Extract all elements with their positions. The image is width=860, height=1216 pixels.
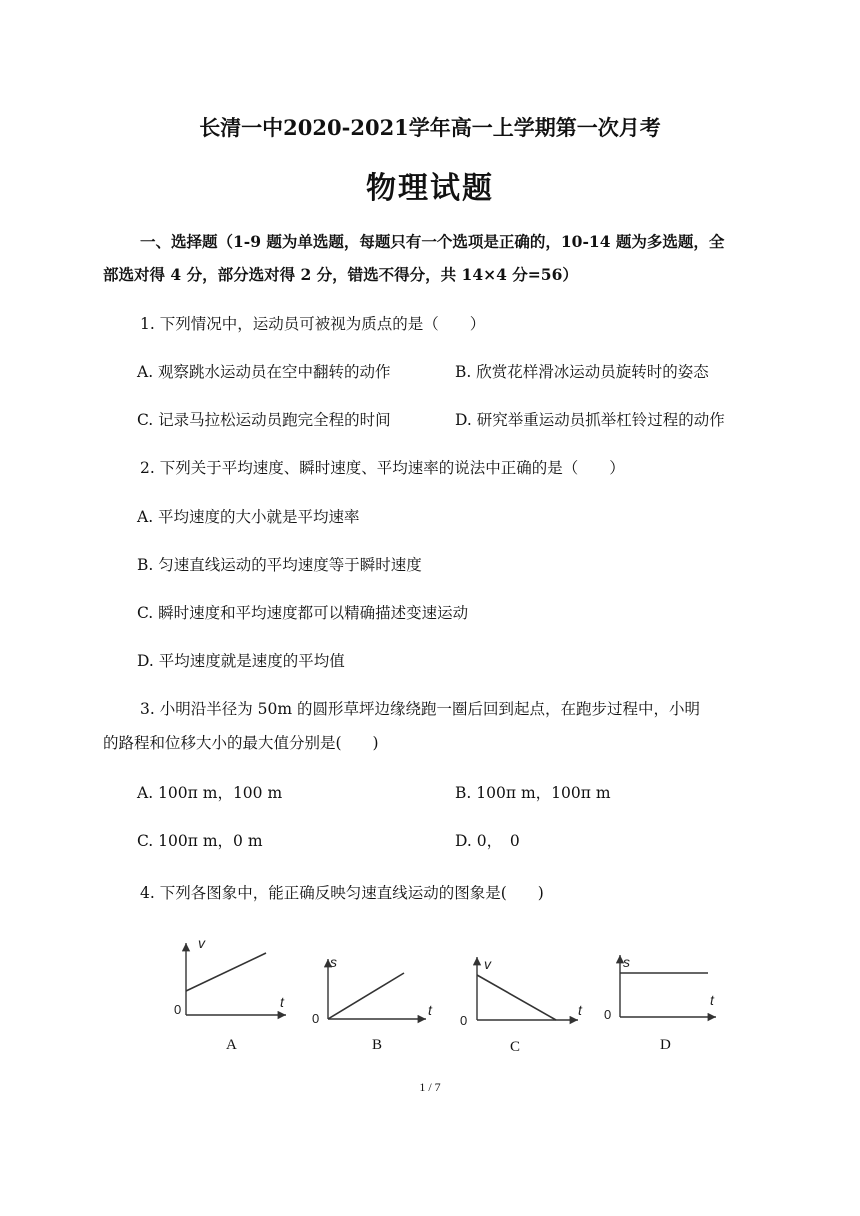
graph-c-caption: C	[510, 1039, 521, 1055]
graph-c-figure	[460, 935, 610, 1055]
q1-stem: 1. 下列情况中，运动员可被视为质点的是（ ）	[140, 315, 486, 333]
q2-option-d: D. 平均速度就是速度的平均值	[137, 652, 345, 670]
q2-option-c: C. 瞬时速度和平均速度都可以精确描述变速运动	[137, 604, 469, 622]
graph-c-y-label: v	[484, 956, 491, 972]
q2-option-a: A. 平均速度的大小就是平均速率	[137, 508, 360, 526]
graph-d-y-label: s	[623, 954, 630, 970]
q3-option-a: A. 100π m，100 m	[137, 784, 283, 802]
q1-option-c: C. 记录马拉松运动员跑完全程的时间	[137, 411, 391, 429]
graph-a-figure	[170, 935, 320, 1055]
graph-a	[170, 935, 320, 1055]
section-heading-line1: 一、选择题（1-9 题为单选题，每题只有一个选项是正确的，10-14 题为多选题，全	[140, 232, 725, 251]
q3-option-c: C. 100π m，0 m	[137, 832, 263, 850]
q3-option-d: D. 0， 0	[455, 832, 520, 850]
graph-a-x-label: t	[280, 994, 284, 1010]
graph-b-caption: B	[372, 1037, 383, 1053]
graph-c-plot-line	[477, 975, 556, 1020]
graph-b-origin: 0	[312, 1011, 320, 1026]
q2-option-b: B. 匀速直线运动的平均速度等于瞬时速度	[137, 556, 422, 574]
q1-option-b: B. 欣赏花样滑冰运动员旋转时的姿态	[455, 363, 709, 381]
graph-d-origin: 0	[604, 1007, 612, 1022]
graph-b	[312, 935, 462, 1055]
graph-c-origin: 0	[460, 1013, 468, 1028]
q1-option-d: D. 研究举重运动员抓举杠铃过程的动作	[455, 411, 725, 429]
graph-d	[602, 935, 752, 1055]
q3-stem-line1: 3. 小明沿半径为 50m 的圆形草坪边缘绕跑一圈后回到起点，在跑步过程中，小明	[140, 700, 700, 718]
exam-subject: 物理试题	[366, 171, 494, 206]
q4-stem: 4. 下列各图象中，能正确反映匀速直线运动的图象是( )	[140, 884, 544, 902]
graph-b-plot-line	[328, 973, 404, 1019]
graph-b-figure	[312, 935, 462, 1055]
page-number: 1 / 7	[419, 1080, 441, 1094]
graph-d-x-label: t	[710, 992, 714, 1008]
q3-stem-line2: 的路程和位移大小的最大值分别是( )	[103, 734, 379, 752]
q1-option-a: A. 观察跳水运动员在空中翻转的动作	[137, 363, 391, 381]
graph-a-y-label: v	[198, 935, 205, 951]
graph-a-origin: 0	[174, 1002, 182, 1017]
graph-a-plot-line	[186, 953, 266, 991]
graph-d-figure	[602, 935, 752, 1055]
exam-title: 长清一中2020-2021学年高一上学期第一次月考	[199, 115, 661, 140]
section-heading-line2: 部选对得 4 分，部分选对得 2 分，错选不得分，共 14×4 分=56）	[103, 265, 578, 284]
graph-c	[460, 935, 610, 1055]
graph-b-x-label: t	[428, 1002, 432, 1018]
graph-c-x-label: t	[578, 1002, 582, 1018]
q2-stem: 2. 下列关于平均速度、瞬时速度、平均速率的说法中正确的是（ ）	[140, 459, 625, 477]
graph-a-caption: A	[226, 1037, 237, 1053]
graph-d-caption: D	[660, 1037, 671, 1053]
graph-b-y-label: s	[330, 954, 337, 970]
q3-option-b: B. 100π m，100π m	[455, 784, 611, 802]
